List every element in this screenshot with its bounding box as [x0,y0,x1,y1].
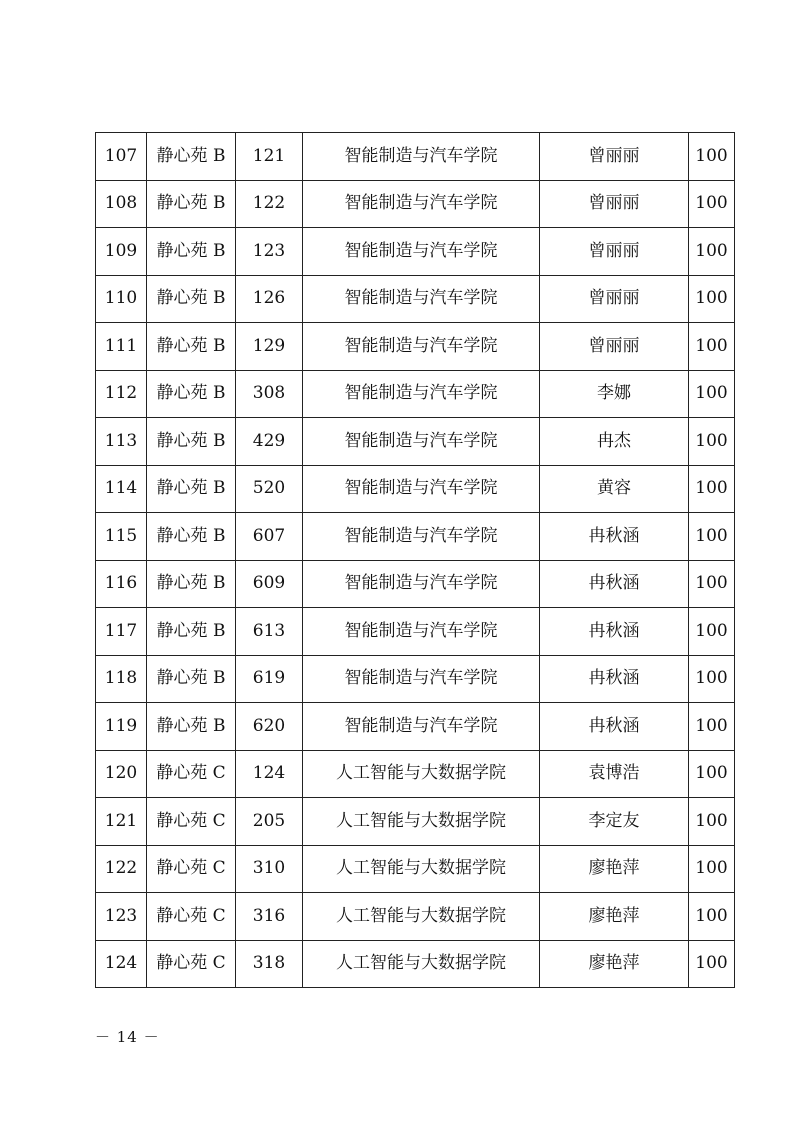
dormitory-score-table [95,132,735,988]
room-number-cell: 122 [236,180,303,228]
person-in-charge-cell: 冉秋涵 [540,608,689,656]
building-cell: 静心苑 B [147,465,236,513]
person-in-charge-cell: 冉秋涵 [540,560,689,608]
college-cell: 智能制造与汽车学院 [303,608,540,656]
row-number-cell: 119 [96,703,147,751]
score-cell: 100 [689,655,735,703]
college-cell: 智能制造与汽车学院 [303,418,540,466]
college-cell: 智能制造与汽车学院 [303,703,540,751]
person-in-charge-cell: 袁博浩 [540,750,689,798]
score-cell: 100 [689,703,735,751]
building-cell: 静心苑 B [147,655,236,703]
building-cell: 静心苑 C [147,845,236,893]
table-row [96,655,735,703]
building-cell: 静心苑 B [147,133,236,181]
table-row [96,228,735,276]
room-number-cell: 607 [236,513,303,561]
score-cell: 100 [689,275,735,323]
college-cell: 智能制造与汽车学院 [303,513,540,561]
table-row [96,560,735,608]
person-in-charge-cell: 冉秋涵 [540,655,689,703]
row-number-cell: 115 [96,513,147,561]
building-cell: 静心苑 B [147,323,236,371]
row-number-cell: 107 [96,133,147,181]
row-number-cell: 120 [96,750,147,798]
person-in-charge-cell: 曾丽丽 [540,323,689,371]
person-in-charge-cell: 曾丽丽 [540,228,689,276]
college-cell: 人工智能与大数据学院 [303,893,540,941]
table-row [96,513,735,561]
room-number-cell: 129 [236,323,303,371]
room-number-cell: 121 [236,133,303,181]
score-cell: 100 [689,228,735,276]
room-number-cell: 620 [236,703,303,751]
row-number-cell: 122 [96,845,147,893]
row-number-cell: 124 [96,940,147,988]
building-cell: 静心苑 C [147,750,236,798]
table-row [96,275,735,323]
room-number-cell: 619 [236,655,303,703]
room-number-cell: 123 [236,228,303,276]
row-number-cell: 112 [96,370,147,418]
person-in-charge-cell: 廖艳萍 [540,845,689,893]
college-cell: 智能制造与汽车学院 [303,465,540,513]
table-row [96,608,735,656]
score-cell: 100 [689,465,735,513]
college-cell: 人工智能与大数据学院 [303,845,540,893]
building-cell: 静心苑 B [147,513,236,561]
score-cell: 100 [689,418,735,466]
college-cell: 智能制造与汽车学院 [303,133,540,181]
room-number-cell: 126 [236,275,303,323]
table-row [96,940,735,988]
room-number-cell: 520 [236,465,303,513]
college-cell: 智能制造与汽车学院 [303,655,540,703]
score-cell: 100 [689,370,735,418]
room-number-cell: 429 [236,418,303,466]
score-cell: 100 [689,798,735,846]
building-cell: 静心苑 C [147,940,236,988]
room-number-cell: 205 [236,798,303,846]
college-cell: 人工智能与大数据学院 [303,940,540,988]
building-cell: 静心苑 B [147,228,236,276]
row-number-cell: 110 [96,275,147,323]
row-number-cell: 118 [96,655,147,703]
table-row [96,465,735,513]
table-row [96,180,735,228]
person-in-charge-cell: 曾丽丽 [540,275,689,323]
building-cell: 静心苑 B [147,608,236,656]
person-in-charge-cell: 黄容 [540,465,689,513]
room-number-cell: 609 [236,560,303,608]
row-number-cell: 109 [96,228,147,276]
person-in-charge-cell: 冉杰 [540,418,689,466]
row-number-cell: 123 [96,893,147,941]
page-number: － 14 － [95,1028,160,1046]
person-in-charge-cell: 廖艳萍 [540,893,689,941]
score-cell: 100 [689,513,735,561]
row-number-cell: 116 [96,560,147,608]
table-row [96,418,735,466]
table-row [96,845,735,893]
score-cell: 100 [689,133,735,181]
building-cell: 静心苑 B [147,275,236,323]
score-cell: 100 [689,323,735,371]
table-row [96,133,735,181]
building-cell: 静心苑 B [147,370,236,418]
table-row [96,703,735,751]
row-number-cell: 111 [96,323,147,371]
person-in-charge-cell: 李娜 [540,370,689,418]
score-cell: 100 [689,180,735,228]
table-row [96,893,735,941]
table-row [96,798,735,846]
score-cell: 100 [689,608,735,656]
table-row [96,370,735,418]
room-number-cell: 310 [236,845,303,893]
room-number-cell: 316 [236,893,303,941]
score-cell: 100 [689,893,735,941]
college-cell: 智能制造与汽车学院 [303,180,540,228]
building-cell: 静心苑 C [147,893,236,941]
score-cell: 100 [689,940,735,988]
table-row [96,750,735,798]
row-number-cell: 113 [96,418,147,466]
score-cell: 100 [689,845,735,893]
score-cell: 100 [689,560,735,608]
building-cell: 静心苑 B [147,180,236,228]
college-cell: 人工智能与大数据学院 [303,750,540,798]
college-cell: 人工智能与大数据学院 [303,798,540,846]
table-body [96,133,735,988]
college-cell: 智能制造与汽车学院 [303,228,540,276]
person-in-charge-cell: 廖艳萍 [540,940,689,988]
person-in-charge-cell: 李定友 [540,798,689,846]
person-in-charge-cell: 冉秋涵 [540,513,689,561]
person-in-charge-cell: 冉秋涵 [540,703,689,751]
table-row [96,323,735,371]
college-cell: 智能制造与汽车学院 [303,370,540,418]
building-cell: 静心苑 B [147,418,236,466]
room-number-cell: 124 [236,750,303,798]
building-cell: 静心苑 B [147,560,236,608]
building-cell: 静心苑 B [147,703,236,751]
college-cell: 智能制造与汽车学院 [303,275,540,323]
room-number-cell: 613 [236,608,303,656]
score-cell: 100 [689,750,735,798]
row-number-cell: 117 [96,608,147,656]
person-in-charge-cell: 曾丽丽 [540,133,689,181]
room-number-cell: 308 [236,370,303,418]
room-number-cell: 318 [236,940,303,988]
college-cell: 智能制造与汽车学院 [303,560,540,608]
college-cell: 智能制造与汽车学院 [303,323,540,371]
person-in-charge-cell: 曾丽丽 [540,180,689,228]
row-number-cell: 108 [96,180,147,228]
row-number-cell: 121 [96,798,147,846]
row-number-cell: 114 [96,465,147,513]
building-cell: 静心苑 C [147,798,236,846]
